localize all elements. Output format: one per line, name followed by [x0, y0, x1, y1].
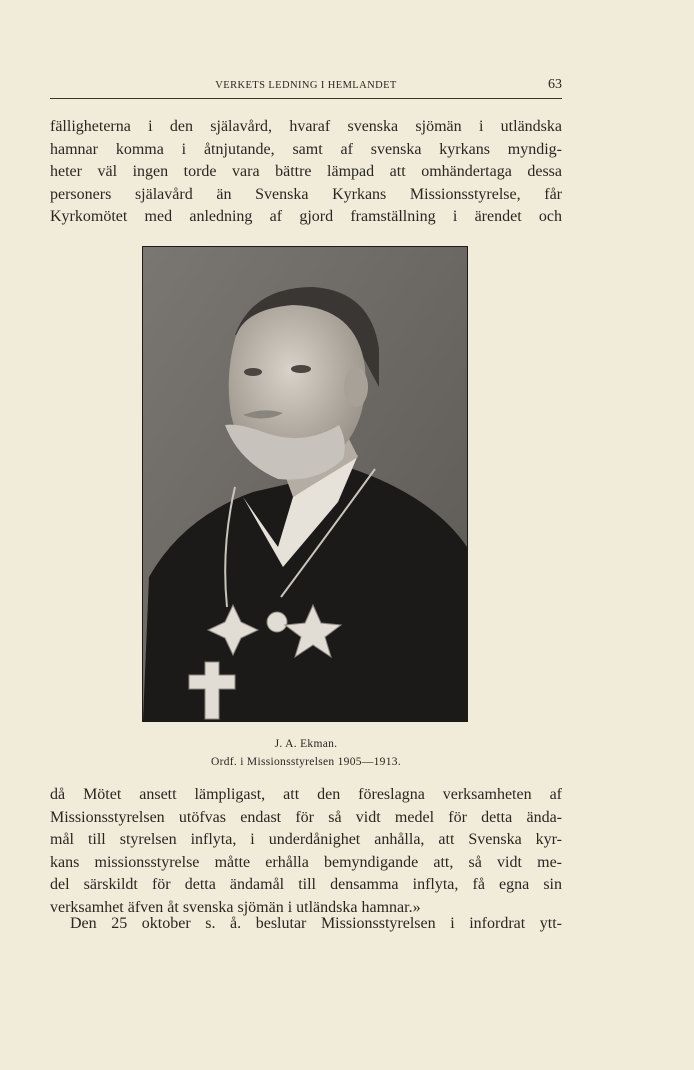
text-line: mål till styrelsen inflyta, i underdånighet anhålla, att Svenska kyr- — [50, 831, 562, 849]
page-number: 63 — [548, 77, 562, 92]
text-line: heter väl ingen torde vara bättre lämpad att omhändertaga dessa — [50, 163, 562, 181]
text-line: hamnar komma i åtnjutande, samt af svenska kyrkans myndig- — [50, 140, 562, 158]
portrait-photo — [142, 246, 468, 722]
figure-caption-name: J. A. Ekman. — [274, 738, 338, 750]
paragraph-last — [50, 913, 562, 936]
text-line: kans missionsstyrelse måtte erhålla bemyndigande att, så vidt me- — [50, 853, 562, 871]
text-line: personers själavård än Svenska Kyrkans Missionsstyrelse, får — [50, 185, 562, 203]
portrait-illustration — [143, 247, 467, 721]
text-line: verksamhet äfven åt svenska sjömän i utländska hamnar.» — [50, 898, 421, 916]
text-line: Missionsstyrelsen utöfvas endast för så vidt medel för detta ända- — [50, 808, 562, 826]
figure-caption-role: Ordf. i Missionsstyrelsen 1905—1913. — [210, 756, 401, 768]
running-title: VERKETS LEDNING I HEMLANDET — [215, 80, 397, 91]
paragraph-bottom — [50, 784, 562, 920]
text-line: Kyrkomötet med anledning af gjord framställning i ärendet och — [50, 208, 562, 226]
text-line: fälligheterna i den själavård, hvaraf svenska sjömän i utländska — [50, 118, 562, 135]
text-line: Den 25 oktober s. å. beslutar Missionsstyrelsen i infordrat ytt- — [70, 915, 562, 932]
text-line: del särskildt för detta ändamål till densamma inflyta, få egna sin — [50, 876, 562, 894]
text-line: då Mötet ansett lämpligast, att den föreslagna verksamheten af — [50, 786, 562, 803]
running-head — [50, 76, 562, 99]
paragraph-top — [50, 116, 562, 229]
